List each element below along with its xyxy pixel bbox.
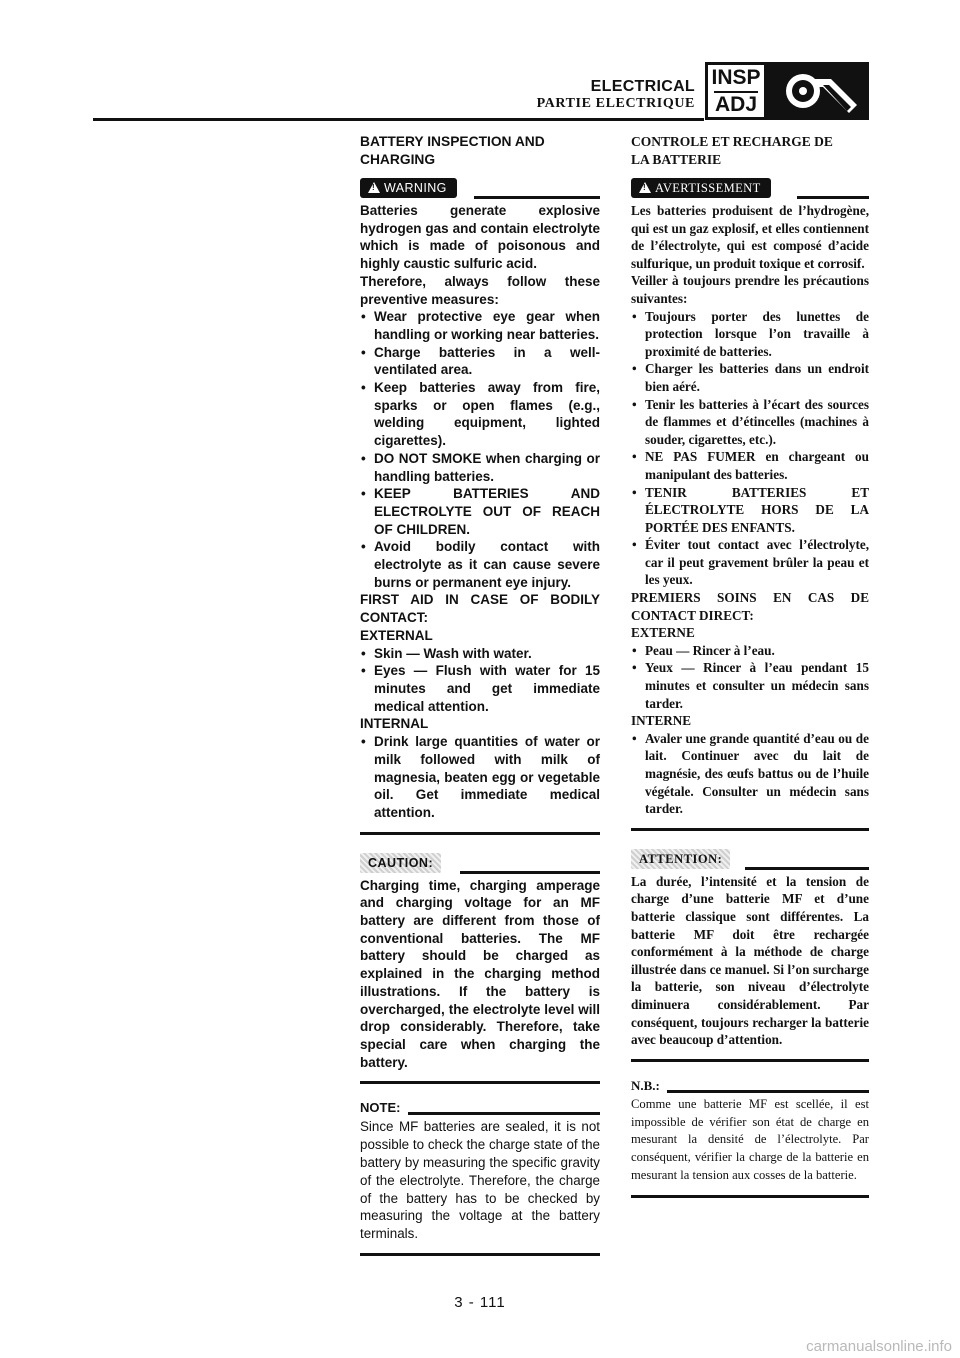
warning-end-rule (631, 828, 869, 831)
caution-end-rule (631, 1059, 869, 1062)
note-header (360, 1100, 600, 1118)
warning-paragraph-2: Veiller à toujours prendre les précautions suivantes: (631, 273, 869, 306)
internal-heading: INTERNAL (360, 716, 429, 732)
list-item: • Avaler une grande quantité d’eau ou de lait. Continuer avec du lait de magnésie, des œufs battus ou de l’huile végétale. Consulter un médecin sans tarder. (631, 730, 869, 818)
warning-rule (474, 196, 600, 199)
external-heading: EXTERNE (631, 625, 695, 641)
list-item: • Wear protective eye gear when handling or working near batteries. (360, 308, 600, 343)
watermark: carmanualsonline.info (806, 1338, 952, 1355)
warning-paragraph: Les batteries produisent de l’hydrogène, qui est un gaz explosif, et elles contiennent de l’électrolyte, qui est composé d’acide sulfurique, un produit toxique et corrosif. (631, 203, 869, 271)
warning-header (631, 178, 869, 202)
badge-top-text: INSP (711, 66, 761, 89)
warning-label: WARNING (384, 181, 447, 195)
list-item: • Éviter tout contact avec l’électrolyte, car il peut gravement brûler la peau et les yeux. (631, 536, 869, 589)
note-paragraph: Comme une batterie MF est scellée, il est impossible de vérifier son état de charge en mesurant la densité de l’électrolyte. Par conséquent, vérifier la charge de la batterie en mesurant la tension aux cosses de la batterie. (631, 1096, 869, 1182)
warning-triangle-icon (639, 182, 651, 193)
caution-end-rule (360, 1081, 600, 1084)
warning-end-rule (360, 832, 600, 835)
caution-header (360, 853, 600, 877)
page-number: 3 - 111 (454, 1294, 506, 1311)
caution-paragraph: Charging time, charging amperage and charging voltage for an MF battery are different from those of conventional batteries. The MF battery should be charged as explained in the charging method illustrations. If the battery is overcharged, the electrolyte level will drop considerably. Therefore, take special care when charging the battery. (360, 877, 600, 1070)
warning-badge (360, 178, 457, 198)
caution-paragraph: La durée, l’intensité et la tension de charge d’une batterie MF et d’une batterie classique sont différentes. La batterie MF doit être rechargée conformément à la méthode de charge illustrée dans ce manuel. Si l’on surcharge la batterie, son niveau d’électrolyte diminuera considérablement. Par conséquent, toujours recharger la batterie avec beaucoup d’attention. (631, 873, 869, 1048)
external-list (631, 642, 869, 712)
warning-list (360, 308, 600, 591)
list-item: • Avoid bodily contact with electrolyte as it can cause severe burns or permanent eye injury. (360, 538, 600, 591)
caution-label: ATTENTION: (631, 849, 730, 869)
note-label: NOTE: (360, 1100, 401, 1116)
first-aid-heading: FIRST AID IN CASE OF BODILY CONTACT: (360, 592, 600, 626)
badge-bottom-text: ADJ (714, 93, 757, 116)
internal-list (631, 730, 869, 818)
warning-paragraph: Batteries generate explosive hydrogen gas and contain electrolyte which is made of poisonous and highly caustic sulfuric acid. (360, 203, 600, 272)
list-item: • DO NOT SMOKE when charging or handling batteries. (360, 450, 600, 485)
external-heading: EXTERNAL (360, 627, 433, 643)
list-item: • Yeux — Rincer à l’eau pendant 15 minutes et consulter un médecin sans tarder. (631, 659, 869, 712)
note-label: N.B.: (631, 1077, 660, 1093)
note-end-rule (631, 1195, 869, 1198)
note-header (631, 1078, 869, 1096)
list-item: • Drink large quantities of water or milk followed with milk of magnesia, beaten egg or vegetable oil. Get immediate medical attention. (360, 733, 600, 822)
first-aid-heading: PREMIERS SOINS EN CAS DE CONTACT DIRECT: (631, 590, 869, 623)
section-heading-line-2: LA BATTERIE (631, 151, 722, 167)
note-paragraph: Since MF batteries are sealed, it is not possible to check the charge state of the battery by measuring the specific gravity of the electrolyte. Therefore, the charge of the battery has to be checked by measuring the voltage at the battery terminals. (360, 1119, 600, 1242)
caution-header (631, 849, 869, 873)
external-list (360, 645, 600, 716)
internal-list (360, 733, 600, 822)
list-item: • Toujours porter des lunettes de protection lorsque l’on travaille à proximité de batteries. (631, 308, 869, 361)
warning-badge (631, 178, 771, 198)
section-subtitle: PARTIE ELECTRIQUE (536, 96, 695, 111)
caution-label: CAUTION: (360, 853, 441, 873)
note-rule (408, 1112, 600, 1115)
wrench-check-icon (767, 62, 869, 120)
header-rule (93, 118, 704, 121)
list-item: • Skin — Wash with water. (360, 645, 600, 663)
list-item: • Eyes — Flush with water for 15 minutes and get immediate medical attention. (360, 662, 600, 715)
english-column (360, 133, 600, 1256)
insp-adj-badge (705, 62, 767, 120)
section-heading-line-1: BATTERY INSPECTION AND (360, 134, 545, 149)
list-item: • Peau — Rincer à l’eau. (631, 642, 869, 660)
list-item: • TENIR BATTERIES ET ÉLECTROLYTE HORS DE LA PORTÉE DES ENFANTS. (631, 484, 869, 537)
list-item: • Charge batteries in a well-ventilated area. (360, 344, 600, 379)
note-rule (667, 1090, 869, 1093)
list-item: • Charger les batteries dans un endroit bien aéré. (631, 360, 869, 395)
warning-list (631, 308, 869, 590)
note-end-rule (360, 1253, 600, 1256)
list-item: • KEEP BATTERIES AND ELECTROLYTE OUT OF REACH OF CHILDREN. (360, 485, 600, 538)
section-heading-line-2: CHARGING (360, 151, 436, 167)
section-title: ELECTRICAL (590, 78, 695, 95)
list-item: • NE PAS FUMER en chargeant ou manipulant des batteries. (631, 448, 869, 483)
warning-label: AVERTISSEMENT (655, 181, 761, 195)
warning-rule (797, 196, 869, 199)
warning-triangle-icon (368, 182, 380, 193)
french-column (631, 133, 869, 1198)
list-item: • Tenir les batteries à l’écart des sources de flammes et d’étincelles (machines à souder, cigarettes, etc.). (631, 396, 869, 449)
caution-rule (745, 867, 869, 870)
warning-header (360, 178, 600, 202)
internal-heading: INTERNE (631, 713, 692, 729)
warning-paragraph-2: Therefore, always follow these preventive measures: (360, 273, 600, 307)
caution-rule (460, 871, 600, 874)
section-heading-line-1: CONTROLE ET RECHARGE DE (631, 134, 833, 149)
list-item: • Keep batteries away from fire, sparks or open flames (e.g., welding equipment, lighted cigarettes). (360, 379, 600, 450)
